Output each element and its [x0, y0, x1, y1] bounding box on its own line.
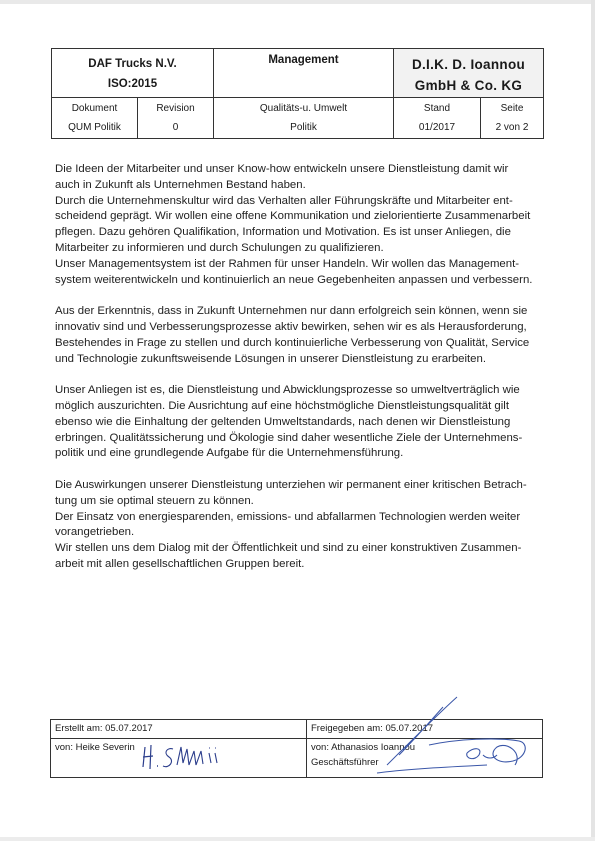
scan-edge: [0, 837, 595, 841]
scan-edge: [0, 0, 595, 4]
company-cell: [52, 49, 214, 97]
text-line: tung um sie optimal steuern zu können.: [55, 494, 254, 507]
text-line: erbringen. Qualitätssicherung und Ökologie sind daher wesentliche Ziele der Unternehmens-: [55, 431, 523, 444]
revision-label: Revision: [156, 103, 195, 114]
date-label: Stand: [423, 103, 451, 114]
approver-cell: [307, 739, 542, 777]
document-value: QUM Politik: [68, 122, 121, 133]
firm-cell: [394, 49, 543, 97]
text-line: vorangetrieben.: [55, 526, 135, 539]
revision-cell: [138, 98, 214, 138]
text-line: Die Auswirkungen unserer Dienstleistung unterziehen wir permanent einer kritischen Betrach-: [55, 478, 527, 491]
document-label: Dokument: [71, 103, 118, 114]
approval-footer-table: [50, 719, 543, 778]
author-name: von: Heike Severin: [55, 742, 135, 753]
scan-edge: [591, 0, 595, 841]
subject-line-2: Politik: [290, 122, 317, 133]
paragraph-dialog: [55, 478, 540, 573]
text-line: Der Einsatz von energiesparenden, emissions- und abfallarmen Technologien werden weiter: [55, 510, 521, 523]
text-line: auch in Zukunft als Unternehmen Bestand haben.: [55, 178, 306, 191]
document-title: Management: [214, 49, 394, 97]
approver-role: Geschäftsführer: [311, 757, 379, 768]
text-line: Aus der Erkenntnis, dass in Zukunft Unternehmen nur dann erfolgreich sein können, wenn sie: [55, 305, 528, 318]
document-cell: [52, 98, 138, 138]
firm-name: D.I.K. D. Ioannou: [411, 57, 526, 72]
text-line: ebenso wie die Einhaltung der geltenden Umweltstandards, nach denen wir Dienstleistung: [55, 415, 511, 428]
document-header-table: [51, 48, 544, 139]
paragraph-culture: [55, 162, 540, 288]
iso-standard: ISO:2015: [107, 78, 158, 90]
footer-row-signatures: [51, 739, 542, 777]
text-line: Bestehendes in Frage zu stellen und durch kontinuierliche Verbesserung von Qualität, Service: [55, 336, 530, 349]
text-line: Die Ideen der Mitarbeiter und unser Know-how entwickeln unsere Dienstleistung damit wir: [55, 163, 509, 175]
approved-date: Freigegeben am: 05.07.2017: [311, 723, 434, 734]
text-line: system weiterentwickeln und kontinuierlich an neue Gegebenheiten anpassen und verbessern.: [55, 273, 533, 286]
text-line: Unser Managementsystem ist der Rahmen für unser Handeln. Wir wollen das Management-: [55, 257, 520, 270]
text-line: arbeit mit allen gesellschaftlichen Gruppen bereit.: [55, 557, 305, 570]
text-line: scheidend geprägt. Wir wollen eine offene Kommunikation und zielorientierte Zusammenarbeit: [55, 210, 531, 223]
date-value: 01/2017: [418, 122, 456, 133]
text-line: möglich auszurichten. Die Ausrichtung auf eine höchstmögliche Dienstleistungsqualität gilt: [55, 399, 509, 412]
revision-value: 0: [172, 122, 179, 133]
date-cell: [394, 98, 481, 138]
approver-name: von: Athanasios Ioannou: [311, 742, 416, 753]
page-cell: [481, 98, 543, 138]
paragraph-innovation: [55, 304, 540, 367]
text-line: Wir stellen uns dem Dialog mit der Öffentlichkeit und sind zu einer konstruktiven Zusammen-: [55, 542, 522, 555]
company-name: DAF Trucks N.V.: [88, 58, 177, 70]
page-number: 2 von 2: [495, 122, 529, 133]
subject-cell: [214, 98, 394, 138]
author-cell: [51, 739, 307, 777]
text-line: Mitarbeiter zu informieren und durch Schulungen zu qualifizieren.: [55, 241, 384, 254]
firm-legal-form: GmbH & Co. KG: [414, 78, 523, 93]
subject-line-1: Qualitäts-u. Umwelt: [259, 103, 348, 114]
page-label: Seite: [500, 103, 524, 114]
approver-signature: [347, 695, 547, 779]
paragraph-environment: [55, 383, 540, 462]
text-line: Durch die Unternehmenskultur wird das Verhalten aller Führungskräfte und Mitarbeiter ent-: [55, 194, 513, 207]
text-line: pflegen. Dazu gehören Qualifikation, Information und Motivation. Es ist unser Anliegen, die: [55, 226, 511, 239]
text-line: Unser Anliegen ist es, die Dienstleistung und Abwicklungsprozesse so umweltverträglich wie: [55, 384, 520, 397]
author-signature: [139, 739, 239, 773]
policy-text: [55, 162, 540, 589]
text-line: und Technologie zukunftsweisende Lösungen in unserer Dienstleistung zu erarbeiten.: [55, 352, 487, 365]
text-line: politik und eine grundlegende Aufgabe für die Unternehmensführung.: [55, 447, 404, 460]
text-line: innovativ sind und Verbesserungsprozesse aktiv bewirken, sehen wir es als Herausforderung,: [55, 320, 527, 333]
header-row-meta: [52, 98, 543, 138]
created-date: Erstellt am: 05.07.2017: [51, 720, 307, 738]
header-row-top: [52, 49, 543, 98]
